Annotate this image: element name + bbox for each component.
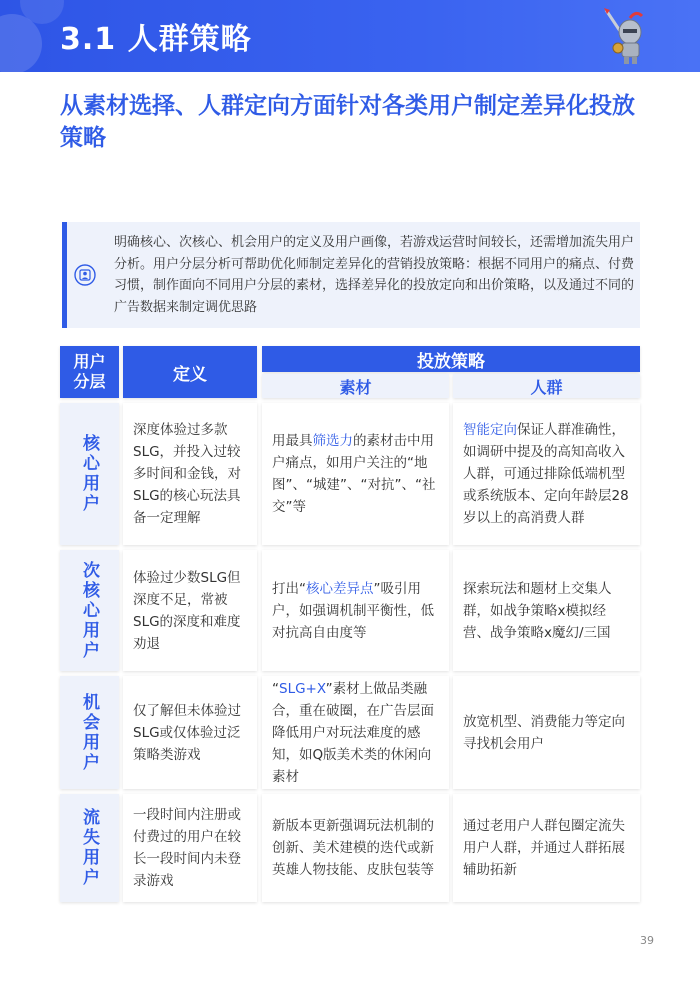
material-cell [262,550,449,671]
row-label-text: 核心用户 [79,434,99,514]
material-text-post: 的素材击中用户痛点，如用户关注的“地图”、“城建”、“对抗”、“社交”等 [272,433,436,515]
material-highlight: 核心差异点 [306,580,374,597]
definition-cell [123,550,257,671]
audience-text [463,711,630,755]
material-text [272,430,439,518]
audience-text-post: 通过老用户人群包圈定流失用户人群，并通过人群拓展辅助拓新 [463,818,625,878]
row-label-core [60,403,119,545]
user-profile-icon [74,264,96,286]
page-title: 从素材选择、人群定向方面针对各类用户制定差异化投放策略 [60,93,635,151]
summary-note [62,222,640,328]
audience-text [463,815,630,881]
row-label-text: 流失用户 [79,808,99,888]
col-header-audience-label: 人群 [530,377,563,397]
col-header-strategy-label: 投放策略 [417,351,485,372]
material-text-post: ”吸引用户，如强调机制平衡性，低对抗高自由度等 [272,580,434,641]
definition-cell [123,403,257,545]
col-header-audience [453,374,640,398]
material-highlight: SLG+X [279,680,326,697]
material-text-pre: 用最具 [272,433,313,449]
audience-text-post: 放宽机型、消费能力等定向寻找机会用户 [463,713,625,752]
material-text-pre: 打出“ [272,580,306,597]
audience-cell [453,403,640,545]
row-label-churned [60,794,119,902]
col-header-material-label: 素材 [339,377,372,397]
page-number: 39 [640,934,654,947]
col-header-strategy [262,346,640,372]
audience-cell [453,794,640,902]
row-label-opportunity [60,676,119,789]
audience-text [463,419,630,529]
col-header-definition [123,346,257,398]
definition-cell [123,794,257,902]
col-header-layer [60,346,119,398]
audience-text-post: 保证人群准确性，如调研中提及的高知高收入人群，可通过排除低端机型或系统版本、定向年龄层28岁以上的高消费人群 [463,422,629,526]
definition-cell [123,676,257,789]
row-label-text: 机会用户 [79,692,99,773]
audience-cell [453,550,640,671]
col-header-material [262,374,449,398]
knight-mascot-icon [596,6,656,66]
material-text [272,578,439,644]
material-highlight: 筛选力 [312,433,353,449]
material-cell [262,676,449,789]
col-header-layer-label: 用户分层 [73,352,106,391]
material-text-post: ”素材上做品类融合，重在破圈，在广告层面降低用户对玩法难度的感知，如Q版美术类的休闲向素材 [272,680,434,785]
definition-text: 体验过少数SLG但深度不足，常被SLG的深度和难度劝退 [133,569,241,652]
material-text-pre: “ [272,680,279,697]
audience-text [463,578,630,644]
material-cell [262,794,449,902]
accent-bar [62,222,67,328]
material-text [272,678,439,788]
definition-text: 仅了解但未体验过SLG或仅体验过泛策略类游戏 [133,702,241,763]
material-cell [262,403,449,545]
section-title: 3.1 人群策略 [60,22,252,57]
definition-text: 一段时间内注册或付费过的用户在较长一段时间内未登录游戏 [133,807,241,889]
section-header [0,0,700,72]
audience-cell [453,676,640,789]
note-text: 明确核心、次核心、机会用户的定义及用户画像，若游戏运营时间较长，还需增加流失用户分析。用户分层分析可帮助优化师制定差异化的营销投放策略：根据不同用户的痛点、付费习惯，制作面向不同用户分层的素材，选择差异化的投放定向和出价策略，以及通过不同的广告数据来制定调优思路 [114,235,635,315]
audience-highlight: 智能定向 [463,422,517,438]
material-text-post: 新版本更新强调玩法机制的创新、美术建模的迭代或新英雄人物技能、皮肤包装等 [272,818,434,878]
row-label-text: 次核心用户 [79,560,99,661]
material-text [272,815,439,881]
definition-text: 深度体验过多款SLG，并投入过较多时间和金钱，对SLG的核心玩法具备一定理解 [133,422,241,526]
col-header-definition-label: 定义 [173,364,207,385]
audience-text-post: 探索玩法和题材上交集人群，如战争策略x模拟经营、战争策略x魔幻/三国 [463,580,612,641]
row-label-sub-core [60,550,119,671]
